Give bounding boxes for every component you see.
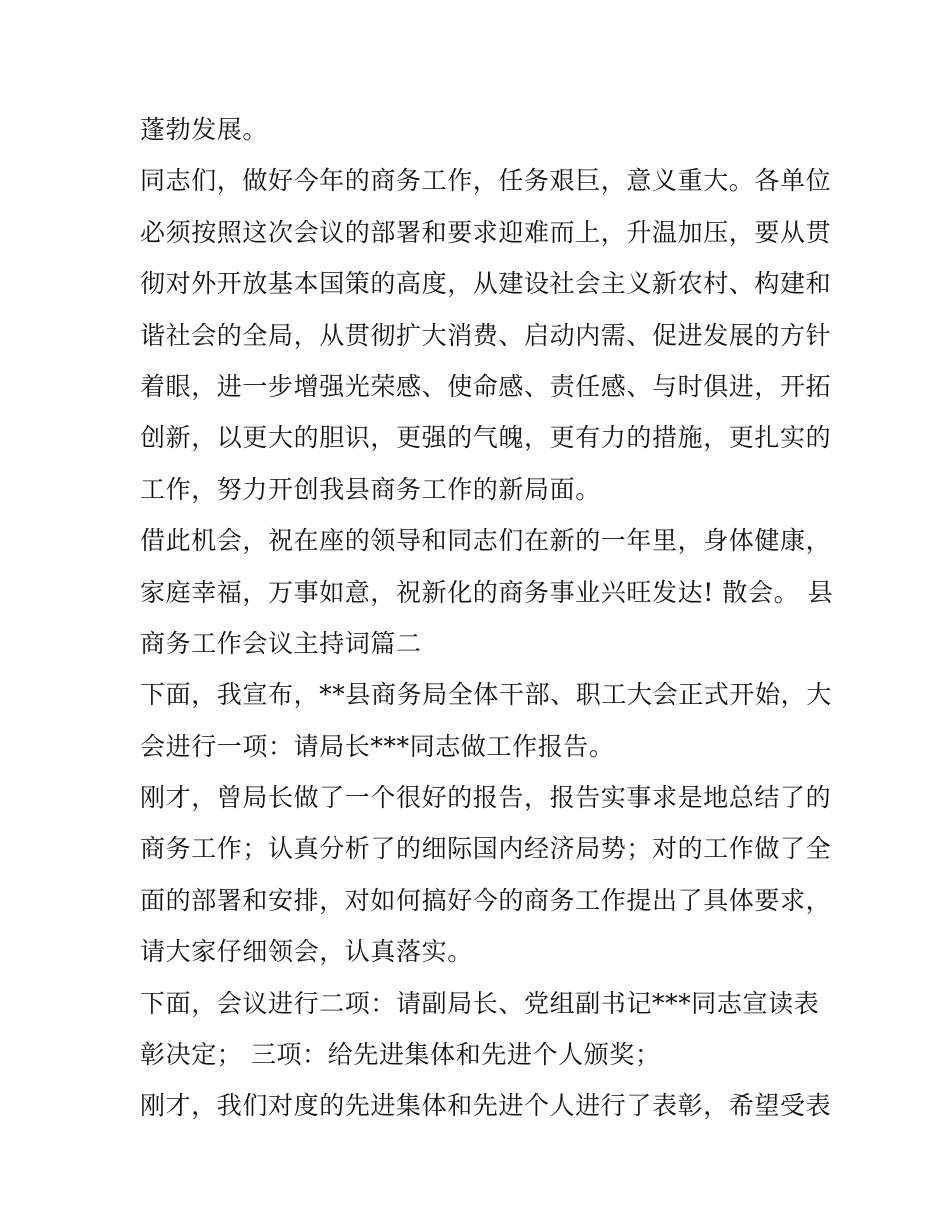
text-line: 刚才，曾局长做了一个很好的报告，报告实事求是地总结了的 xyxy=(140,783,832,813)
text-line: 借此机会，祝在座的领导和同志们在新的一年里，身体健康， xyxy=(140,526,832,556)
text-line: 面的部署和安排，对如何搞好今的商务工作提出了具体要求， xyxy=(140,885,832,915)
text-line: 工作，努力开创我县商务工作的新局面。 xyxy=(140,474,601,504)
body-text xyxy=(140,104,834,1132)
text-line: 必须按照这次会议的部署和要求迎难而上，升温加压，要从贯 xyxy=(140,217,832,247)
text-line: 商务工作；认真分析了的细际国内经济局势；对的工作做了全 xyxy=(140,834,832,864)
text-line: 下面，我宣布，**县商务局全体干部、职工大会正式开始，大 xyxy=(140,680,832,710)
text-line: 会进行一项：请局长***同志做工作报告。 xyxy=(140,731,615,761)
text-line: 同志们，做好今年的商务工作，任务艰巨，意义重大。各单位 xyxy=(140,166,832,196)
text-line: 请大家仔细领会，认真落实。 xyxy=(140,937,473,967)
text-line: 刚才，我们对度的先进集体和先进个人进行了表彰，希望受表 xyxy=(140,1091,832,1121)
text-line: 谐社会的全局，从贯彻扩大消费、启动内需、促进发展的方针 xyxy=(140,320,832,350)
text-line: 创新，以更大的胆识，更强的气魄，更有力的措施，更扎实的 xyxy=(140,423,832,453)
text-line: 下面，会议进行二项：请副局长、党组副书记***同志宣读表 xyxy=(140,988,820,1018)
text-line: 家庭幸福，万事如意，祝新化的商务事业兴旺发达! 散会。 县 xyxy=(140,577,834,607)
text-line: 彻对外开放基本国策的高度，从建设社会主义新农村、构建和 xyxy=(140,269,832,299)
text-line: 蓬勃发展。 xyxy=(140,115,269,144)
section-heading-line: 商务工作会议主持词篇二 xyxy=(140,628,422,658)
text-line: 着眼，进一步增强光荣感、使命感、责任感、与时俱进，开拓 xyxy=(140,371,832,401)
text-line: 彰决定； 三项：给先进集体和先进个人颁奖； xyxy=(140,1040,661,1070)
